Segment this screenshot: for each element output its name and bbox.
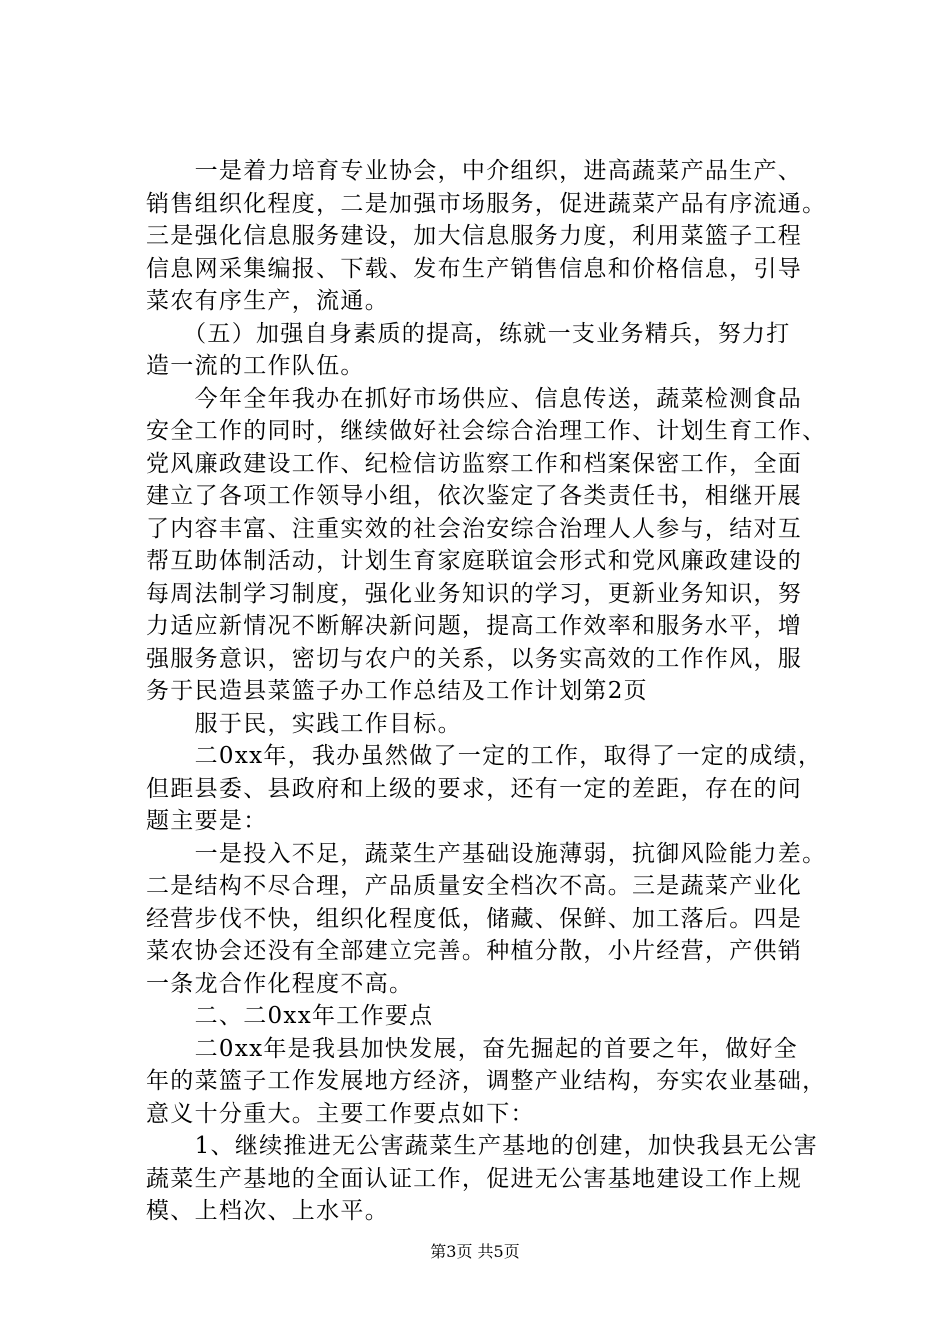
page-footer: 第3页 共5页 bbox=[430, 1242, 520, 1261]
text-line: 1、继续推进无公害蔬菜生产基地的创建，加快我县无公害 bbox=[146, 1133, 819, 1159]
text-line: 强服务意识，密切与农户的关系，以务实高效的工作作风，服 bbox=[146, 645, 803, 672]
text-line: 年的菜篮子工作发展地方经济，调整产业结构，夯实农业基础， bbox=[146, 1068, 827, 1094]
text-line: 党风廉政建设工作、纪检信访监察工作和档案保密工作，全面 bbox=[146, 450, 803, 477]
text-line: 帮互助体制活动，计划生育家庭联谊会形式和党风廉政建设的 bbox=[146, 548, 803, 574]
text-line: 了内容丰富、注重实效的社会治安综合治理人人参与，结对互 bbox=[146, 515, 803, 542]
text-line: 力适应新情况不断解决新问题，提高工作效率和服务水平，增 bbox=[146, 613, 803, 639]
text-line: 建立了各项工作领导小组，依次鉴定了各类责任书，相继开展 bbox=[146, 483, 803, 509]
text-line: 务于民造县菜篮子办工作总结及工作计划第2页 bbox=[146, 678, 648, 704]
text-line: （五）加强自身素质的提高，练就一支业务精兵，努力打 bbox=[146, 320, 791, 347]
text-line: 题主要是： bbox=[146, 808, 268, 834]
text-line: 三是强化信息服务建设，加大信息服务力度，利用菜篮子工程 bbox=[146, 223, 803, 249]
text-line: 二0xx年是我县加快发展，奋先掘起的首要之年，做好全 bbox=[146, 1035, 798, 1062]
text-line: 蔬菜生产基地的全面认证工作，促进无公害基地建设工作上规 bbox=[146, 1165, 803, 1192]
text-line: 二是结构不尽合理，产品质量安全档次不高。三是蔬菜产业化 bbox=[146, 873, 803, 899]
document-body bbox=[146, 155, 836, 1228]
text-line: 一条龙合作化程度不高。 bbox=[146, 970, 414, 997]
text-line: 一是投入不足，蔬菜生产基础设施薄弱，抗御风险能力差。 bbox=[146, 840, 827, 867]
text-line: 每周法制学习制度，强化业务知识的学习，更新业务知识，努 bbox=[146, 580, 803, 607]
text-line: 菜农协会还没有全部建立完善。种植分散，小片经营，产供销 bbox=[146, 938, 803, 964]
text-line: 意义十分重大。主要工作要点如下： bbox=[146, 1100, 535, 1127]
text-line: 经营步伐不快，组织化程度低，储藏、保鲜、加工落后。四是 bbox=[146, 905, 803, 932]
text-line: 但距县委、县政府和上级的要求，还有一定的差距，存在的问 bbox=[146, 775, 803, 802]
text-line: 服于民，实践工作目标。 bbox=[146, 710, 462, 737]
text-line: 造一流的工作队伍。 bbox=[146, 353, 365, 379]
text-line: 二0xx年，我办虽然做了一定的工作，取得了一定的成绩， bbox=[146, 743, 823, 769]
text-line: 模、上档次、上水平。 bbox=[146, 1198, 389, 1224]
text-line: 信息网采集编报、下载、发布生产销售信息和价格信息，引导 bbox=[146, 255, 803, 282]
text-line: 二、二0xx年工作要点 bbox=[146, 1003, 434, 1029]
text-line: 菜农有序生产，流通。 bbox=[146, 288, 389, 314]
text-line: 一是着力培育专业协会，中介组织，进高蔬菜产品生产、 bbox=[146, 158, 803, 184]
text-line: 今年全年我办在抓好市场供应、信息传送，蔬菜检测食品 bbox=[146, 385, 803, 412]
text-line: 销售组织化程度，二是加强市场服务，促进蔬菜产品有序流通。 bbox=[146, 190, 827, 217]
text-line: 安全工作的同时，继续做好社会综合治理工作、计划生育工作、 bbox=[146, 418, 827, 444]
